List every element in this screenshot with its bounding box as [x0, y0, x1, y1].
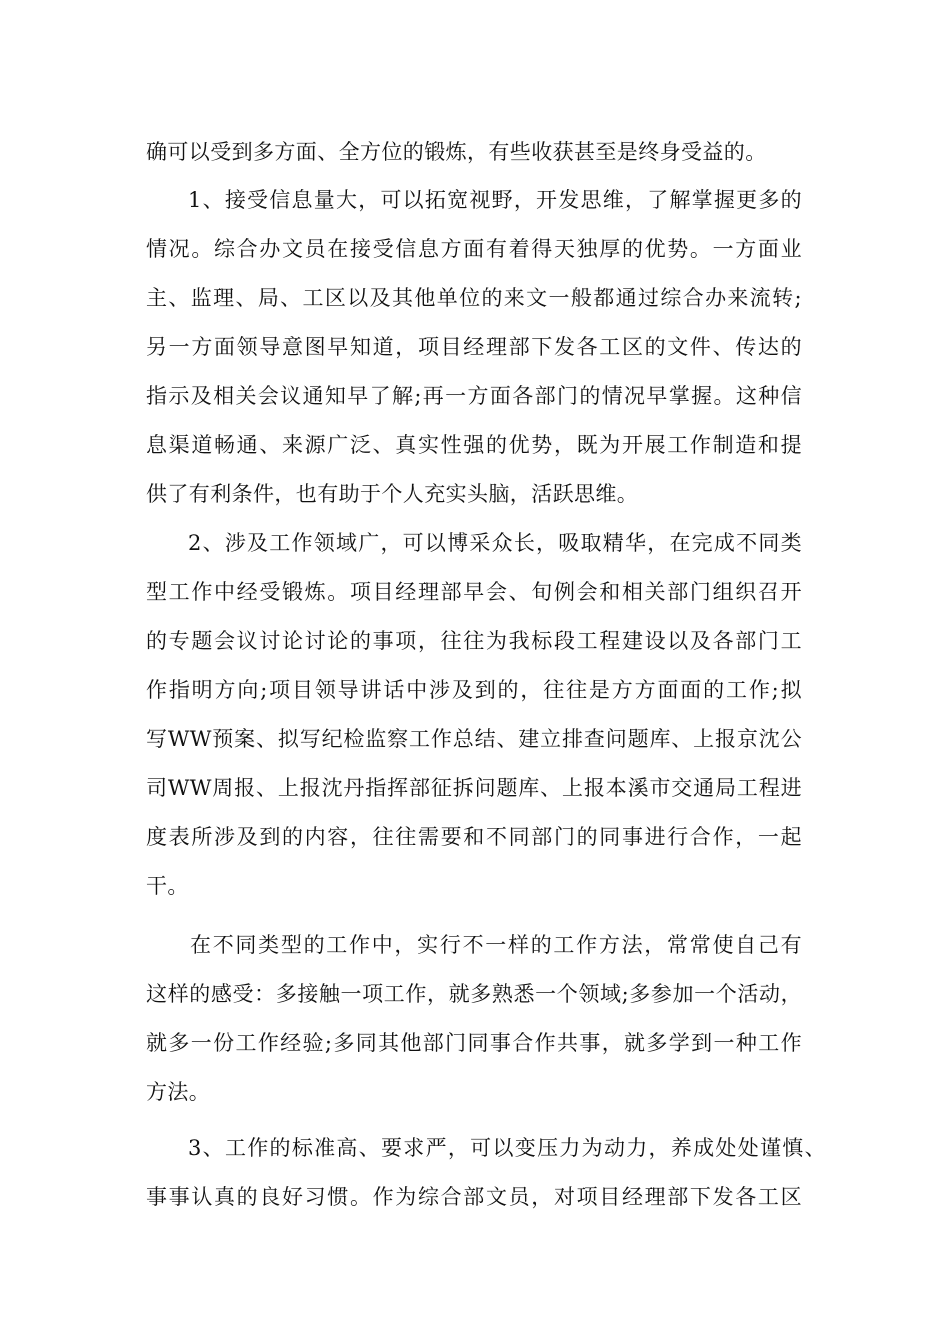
text-line: 供了有利条件，也有助于个人充实头脑，活跃思维。: [146, 482, 639, 506]
text-line: 型工作中经受锻炼。项目经理部早会、旬例会和相关部门组织召开: [146, 580, 802, 604]
text-line: 度表所涉及到的内容，往往需要和不同部门的同事进行合作，一起: [146, 825, 802, 849]
text-line: 2、涉及工作领域广，可以博采众长，吸取精华，在完成不同类: [188, 531, 802, 555]
text-line: 在不同类型的工作中，实行不一样的工作方法，常常使自己有: [190, 933, 802, 957]
text-line: 1、接受信息量大，可以拓宽视野，开发思维，了解掌握更多的: [188, 188, 802, 212]
text-line: 司WW周报、上报沈丹指挥部征拆问题库、上报本溪市交通局工程进: [146, 776, 802, 800]
text-line: 方法。: [146, 1080, 211, 1104]
text-line: 另一方面领导意图早知道，项目经理部下发各工区的文件、传达的: [146, 335, 802, 359]
text-line: 息渠道畅通、来源广泛、真实性强的优势，既为开展工作制造和提: [146, 433, 802, 457]
text-line: 情况。综合办文员在接受信息方面有着得天独厚的优势。一方面业: [146, 237, 802, 261]
text-line: 就多一份工作经验;多同其他部门同事合作共事，就多学到一种工作: [146, 1031, 802, 1055]
text-line: 干。: [146, 874, 189, 898]
text-line: 这样的感受：多接触一项工作，就多熟悉一个领域;多参加一个活动，: [146, 982, 802, 1006]
text-line: 指示及相关会议通知早了解;再一方面各部门的情况早掌握。这种信: [146, 384, 802, 408]
text-line: 3、工作的标准高、要求严，可以变压力为动力，养成处处谨慎、: [188, 1136, 826, 1160]
text-line: 主、监理、局、工区以及其他单位的来文一般都通过综合办来流转;: [146, 286, 802, 310]
text-line: 事事认真的良好习惯。作为综合部文员，对项目经理部下发各工区: [146, 1185, 802, 1209]
text-line: 的专题会议讨论讨论的事项，往往为我标段工程建设以及各部门工: [146, 629, 802, 653]
text-line: 确可以受到多方面、全方位的锻炼，有些收获甚至是终身受益的。: [146, 140, 767, 164]
text-line: 写WW预案、拟写纪检监察工作总结、建立排查问题库、上报京沈公: [146, 727, 802, 751]
text-line: 作指明方向;项目领导讲话中涉及到的，往往是方方面面的工作;拟: [146, 678, 802, 702]
